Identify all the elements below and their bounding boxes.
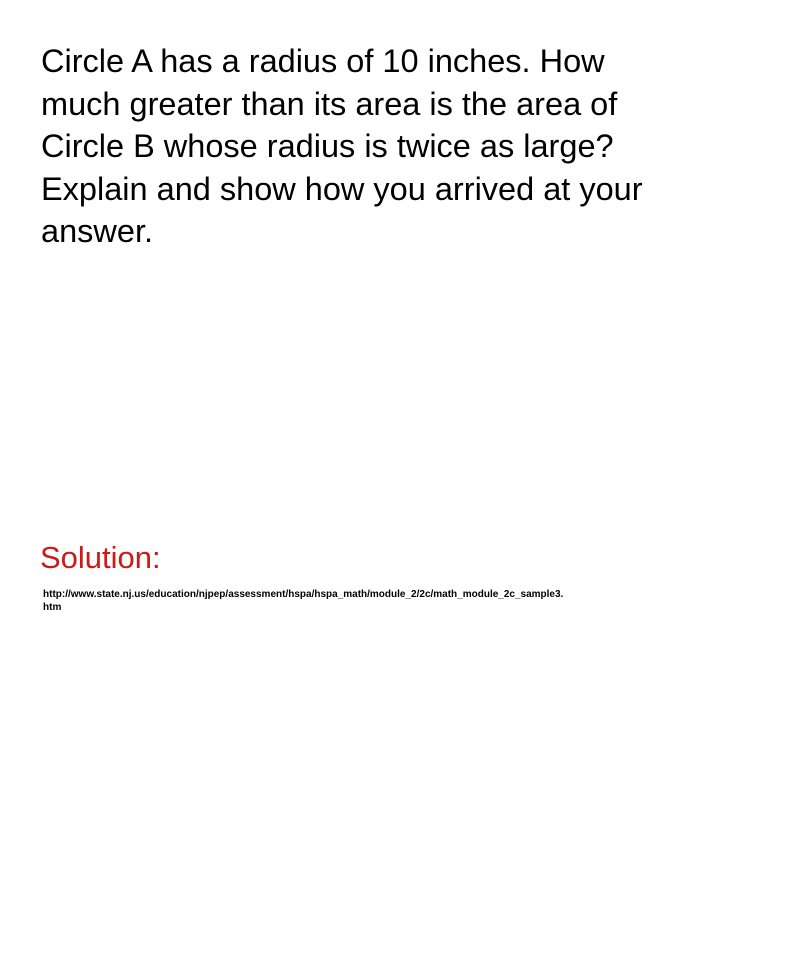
solution-label: Solution: [40,540,161,575]
question-text: Circle A has a radius of 10 inches. How much greater than its area is the area of Circle B whose radius is twice as large? Explain and show how you arrived at your answer. [41,43,643,249]
source-url-link[interactable]: http://www.state.nj.us/education/njpep/assessment/hspa/hspa_math/module_2/2c/math_module_2c_sample3. htm [43,589,564,613]
